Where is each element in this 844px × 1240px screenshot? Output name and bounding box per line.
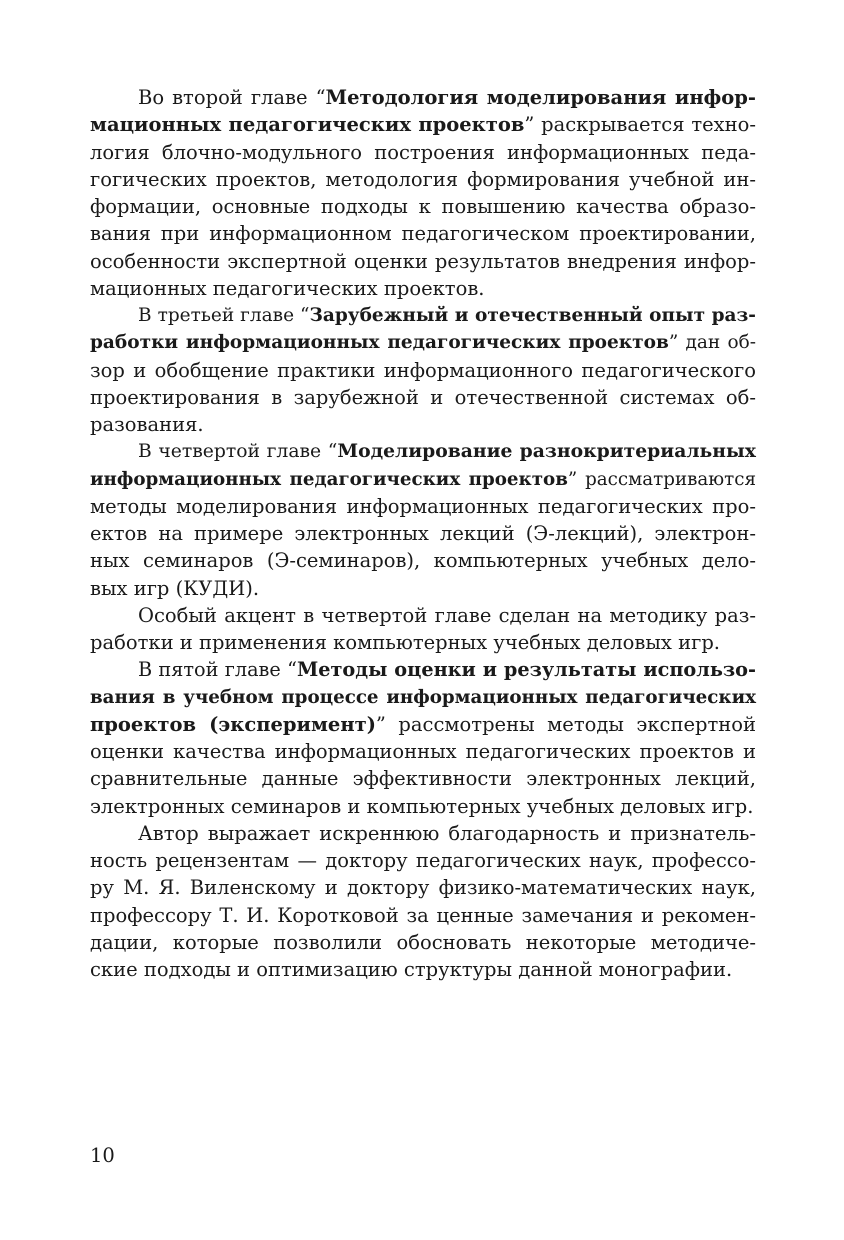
text-segment: работки и применения компьютерных учебных деловых игр.: [90, 631, 720, 654]
text-segment: ектов на примере электронных лекций (Э-лекций), электрон-: [90, 522, 756, 545]
paragraph-5-line: [90, 793, 756, 820]
text-segment: оценки качества информационных педагогических проектов и: [90, 740, 756, 763]
text-segment: В пятой главе “: [138, 658, 297, 682]
bold-text-segment: проектов (эксперимент): [90, 712, 376, 736]
bold-text-segment: мационных педагогических проектов: [90, 113, 525, 137]
text-segment: электронных семинаров и компьютерных учебных деловых игр.: [90, 794, 754, 818]
paragraph-5-line: [90, 765, 756, 792]
text-segment: мационных педагогических проектов.: [90, 276, 485, 300]
text-segment: ” рассматриваются: [567, 468, 756, 490]
paragraph-5-line: [90, 711, 756, 738]
bold-text-segment: Моделирование разнокритериальных: [337, 440, 756, 463]
text-segment: дации, которые позволили обосновать некоторые методиче-: [90, 930, 756, 954]
text-segment: В четвертой главе “: [138, 441, 338, 463]
bold-text-segment: Зарубежный и отечественный опыт раз-: [309, 305, 756, 326]
paragraph-1-line: [90, 166, 756, 193]
text-segment: ” рассмотрены методы экспертной: [375, 712, 756, 736]
paragraph-5-line: [90, 738, 756, 765]
bold-text-segment: вания в учебном процессе информационных педагогических: [90, 686, 756, 708]
paragraph-3-line: [90, 493, 756, 520]
paragraph-6-line: [90, 847, 756, 874]
text-segment: вых игр (КУДИ).: [90, 576, 260, 600]
text-segment: Особый акцент в четвертой главе сделан на методику раз-: [138, 603, 756, 627]
paragraph-5-line: [90, 684, 756, 711]
text-segment: формации, основные подходы к повышению качества образо-: [90, 195, 756, 218]
paragraph-1-line: [90, 84, 756, 111]
paragraph-2-line: [90, 384, 756, 411]
paragraph-6-line: [90, 902, 756, 929]
text-segment: проектирования в зарубежной и отечественной системах об-: [90, 385, 756, 409]
paragraph-1-line: [90, 248, 756, 275]
text-segment: Во второй главе “: [138, 86, 326, 109]
paragraph-4-line: [90, 629, 756, 656]
bold-text-segment: Методы оценки и результаты использо-: [296, 658, 756, 682]
text-segment: зор и обобщение практики информационного педагогического: [90, 358, 756, 382]
page-number: 10: [90, 1144, 115, 1167]
text-segment: ных семинаров (Э-семинаров), компьютерных учебных дело-: [90, 549, 756, 573]
paragraph-6-line: [90, 874, 756, 901]
paragraph-6-line: [90, 820, 756, 847]
paragraph-3-line: [90, 520, 756, 547]
paragraph-1-line: [90, 139, 756, 166]
paragraph-2-line: [90, 329, 756, 356]
bold-text-segment: Методология моделирования инфор-: [325, 86, 756, 109]
paragraph-2-line: [90, 411, 756, 438]
text-segment: ” дан об-: [668, 332, 756, 354]
text-segment: профессору Т. И. Коротковой за ценные замечания и рекомен-: [90, 903, 756, 927]
paragraph-5-line: [90, 656, 756, 683]
paragraph-4-line: [90, 602, 756, 629]
text-segment: ность рецензентам — доктору педагогических наук, профессо-: [90, 849, 756, 872]
paragraph-6-line: [90, 956, 756, 983]
paragraph-3-line: [90, 438, 756, 465]
text-segment: вания при информационном педагогическом проектировании,: [90, 222, 756, 246]
paragraph-1-line: [90, 220, 756, 247]
paragraph-6-line: [90, 929, 756, 956]
text-segment: особенности экспертной оценки результатов внедрения инфор-: [90, 249, 756, 273]
paragraph-3-line: [90, 466, 756, 493]
text-segment: Автор выражает искреннюю благодарность и признатель-: [138, 821, 756, 845]
paragraph-1-line: [90, 111, 756, 138]
text-segment: В третьей главе “: [138, 305, 310, 326]
text-segment: логия блочно-модульного построения информационных педа-: [90, 140, 756, 164]
text-segment: гогических проектов, методология формирования учебной ин-: [90, 167, 756, 191]
text-segment: сравнительные данные эффективности электронных лекций,: [90, 767, 756, 791]
paragraph-2-line: [90, 357, 756, 384]
bold-text-segment: работки информационных педагогических проектов: [90, 332, 669, 354]
text-segment: ” раскрывается техно-: [524, 113, 756, 137]
paragraph-3-line: [90, 547, 756, 574]
bold-text-segment: информационных педагогических проектов: [90, 468, 568, 490]
text-segment: методы моделирования информационных педагогических про-: [90, 494, 756, 518]
paragraph-1-line: [90, 275, 756, 302]
text-segment: ру М. Я. Виленскому и доктору физико-математических наук,: [90, 876, 756, 900]
text-segment: ские подходы и оптимизацию структуры данной монографии.: [90, 958, 733, 981]
text-segment: разования.: [90, 413, 204, 436]
paragraph-3-line: [90, 575, 756, 602]
body-text: [90, 84, 756, 983]
paragraph-2-line: [90, 302, 756, 329]
paragraph-1-line: [90, 193, 756, 220]
